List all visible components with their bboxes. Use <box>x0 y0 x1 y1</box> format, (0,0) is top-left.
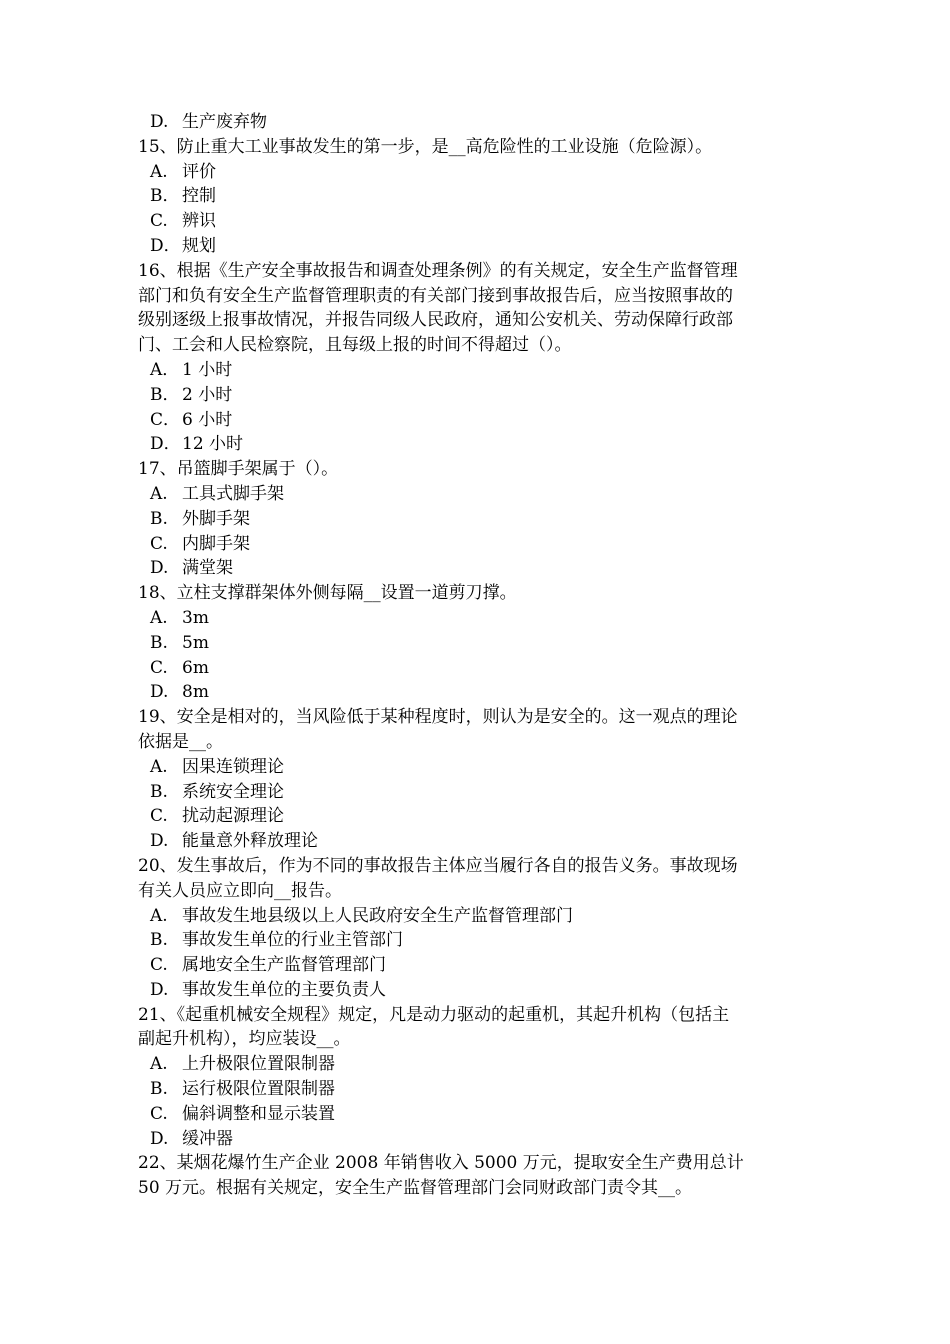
option-letter: B. <box>150 781 168 802</box>
option-letter: A. <box>150 483 168 504</box>
question-line <box>138 879 818 904</box>
option-text: 3m <box>182 607 209 628</box>
option-text: 规划 <box>182 235 216 256</box>
option-letter: A. <box>150 607 168 628</box>
option-line <box>138 383 818 408</box>
option-line <box>138 631 818 656</box>
option-line <box>138 978 818 1003</box>
question-line <box>138 1027 818 1052</box>
option-line <box>138 184 818 209</box>
option-letter: D. <box>150 112 169 132</box>
question-line <box>138 1003 818 1028</box>
option-text: 1 小时 <box>182 359 233 380</box>
option-text: 工具式脚手架 <box>182 483 284 504</box>
option-letter: D. <box>150 1128 169 1149</box>
question-text: 部门和负有安全生产监督管理职责的有关部门接到事故报告后，应当按照事故的 <box>138 285 733 306</box>
option-letter: C. <box>150 1103 168 1124</box>
option-letter: B. <box>150 930 168 951</box>
question-line <box>138 135 818 160</box>
option-letter: C. <box>150 211 168 232</box>
option-line <box>138 209 818 234</box>
option-text: 事故发生单位的主要负责人 <box>182 979 386 1000</box>
option-text: 事故发生地县级以上人民政府安全生产监督管理部门 <box>182 905 573 926</box>
option-letter: D． <box>150 434 181 455</box>
option-line <box>138 160 818 185</box>
option-text: 满堂架 <box>182 558 233 579</box>
option-letter: D. <box>150 558 169 579</box>
option-letter: A. <box>150 756 168 777</box>
question-line <box>138 284 818 309</box>
question-line <box>138 333 818 358</box>
option-letter: B. <box>150 1079 168 1100</box>
option-letter: C. <box>150 806 168 827</box>
option-text: 外脚手架 <box>182 508 250 529</box>
question-text: 副起升机构），均应装设__。 <box>138 1029 351 1050</box>
option-text: 系统安全理论 <box>182 781 284 802</box>
option-letter: C. <box>150 657 168 678</box>
option-line <box>138 234 818 259</box>
option-line <box>138 1077 818 1102</box>
option-text: 事故发生单位的行业主管部门 <box>182 930 403 951</box>
option-text: 能量意外释放理论 <box>182 831 318 852</box>
question-line <box>138 457 818 482</box>
option-text: 扰动起源理论 <box>182 806 284 827</box>
option-letter: A. <box>150 161 168 182</box>
option-text: 5m <box>182 632 209 653</box>
question-text: 50 万元。根据有关规定，安全生产监督管理部门会同财政部门责令其__。 <box>138 1178 693 1199</box>
option-letter: B． <box>150 186 180 207</box>
option-letter: C． <box>150 409 181 430</box>
option-letter: B． <box>150 384 180 405</box>
question-text: 门、工会和人民检察院，且每级上报的时间不得超过（）。 <box>138 335 572 356</box>
option-letter: A． <box>150 359 180 380</box>
option-line <box>138 928 818 953</box>
option-line <box>138 755 818 780</box>
option-text: 12 小时 <box>182 434 244 455</box>
option-letter: B. <box>150 508 168 529</box>
option-text: 8m <box>182 682 209 703</box>
question-line <box>138 581 818 606</box>
option-letter: A. <box>150 905 168 926</box>
option-text: 因果连锁理论 <box>182 756 284 777</box>
option-line <box>138 110 818 135</box>
option-line <box>138 1102 818 1127</box>
question-text: 依据是__。 <box>138 731 223 752</box>
option-text: 2 小时 <box>182 384 233 405</box>
option-line <box>138 482 818 507</box>
option-text: 辨识 <box>182 211 216 232</box>
option-line <box>138 1052 818 1077</box>
option-line <box>138 780 818 805</box>
option-text: 6m <box>182 657 209 678</box>
question-text: 15、防止重大工业事故发生的第一步，是__高危险性的工业设施（危险源）。 <box>138 136 713 157</box>
option-line <box>138 953 818 978</box>
document-page <box>138 110 818 1201</box>
question-text: 19、安全是相对的，当风险低于某种程度时，则认为是安全的。这一观点的理论 <box>138 707 738 728</box>
question-text: 22、某烟花爆竹生产企业 2008 年销售收入 5000 万元，提取安全生产费用总计 <box>138 1153 744 1174</box>
option-line <box>138 532 818 557</box>
question-text: 有关人员应立即向__报告。 <box>138 880 342 901</box>
option-letter: C. <box>150 533 168 554</box>
question-text: 21、《起重机械安全规程》规定，凡是动力驱动的起重机，其起升机构（包括主 <box>138 1004 730 1025</box>
option-line <box>138 829 818 854</box>
question-line <box>138 259 818 284</box>
option-letter: B. <box>150 632 168 653</box>
question-line <box>138 854 818 879</box>
question-line <box>138 1176 818 1201</box>
question-line <box>138 705 818 730</box>
question-text: 级别逐级上报事故情况，并报告同级人民政府，通知公安机关、劳动保障行政部 <box>138 310 733 331</box>
question-line <box>138 1151 818 1176</box>
option-text: 6 小时 <box>182 409 233 430</box>
question-text: 18、立柱支撑群架体外侧每隔__设置一道剪刀撑。 <box>138 583 517 604</box>
option-text: 运行极限位置限制器 <box>182 1079 335 1100</box>
option-text: 控制 <box>182 186 216 207</box>
option-letter: A. <box>150 1054 168 1075</box>
option-line <box>138 904 818 929</box>
option-line <box>138 656 818 681</box>
option-letter: D. <box>150 682 169 703</box>
option-text: 属地安全生产监督管理部门 <box>182 955 386 976</box>
option-text: 偏斜调整和显示装置 <box>182 1103 335 1124</box>
option-letter: D. <box>150 979 169 1000</box>
option-line <box>138 606 818 631</box>
option-letter: C. <box>150 955 168 976</box>
option-line <box>138 556 818 581</box>
question-text: 16、根据《生产安全事故报告和调查处理条例》的有关规定，安全生产监督管理 <box>138 260 738 281</box>
option-text: 缓冲器 <box>182 1128 233 1149</box>
option-line <box>138 1127 818 1152</box>
option-letter: D． <box>150 235 181 256</box>
option-line <box>138 804 818 829</box>
question-line <box>138 730 818 755</box>
option-text: 评价 <box>182 161 216 182</box>
option-line <box>138 680 818 705</box>
question-text: 20、发生事故后，作为不同的事故报告主体应当履行各自的报告义务。事故现场 <box>138 855 738 876</box>
option-line <box>138 432 818 457</box>
option-text: 内脚手架 <box>182 533 250 554</box>
option-text: 生产废弃物 <box>182 112 267 132</box>
option-text: 上升极限位置限制器 <box>182 1054 335 1075</box>
option-line <box>138 507 818 532</box>
question-line <box>138 308 818 333</box>
option-line <box>138 408 818 433</box>
question-text: 17、吊篮脚手架属于（）。 <box>138 459 339 480</box>
option-letter: D. <box>150 831 169 852</box>
option-line <box>138 358 818 383</box>
